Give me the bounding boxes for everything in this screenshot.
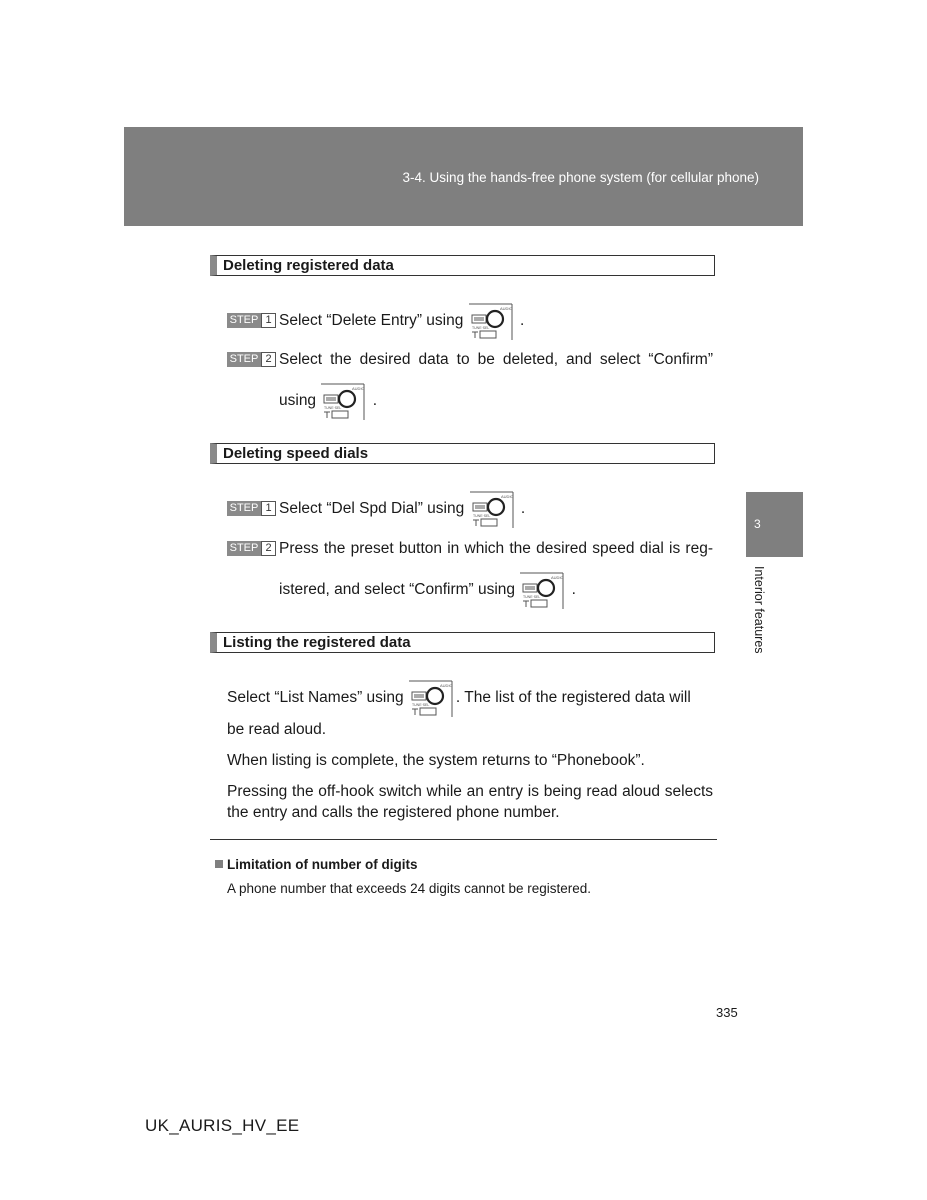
step-badge — [227, 352, 275, 367]
chapter-label: Interior features — [752, 566, 766, 654]
step-text-line — [279, 571, 576, 609]
tune-sel-knob-icon — [468, 302, 516, 340]
listing-line-2: be read aloud. — [227, 721, 327, 738]
step-end: . — [520, 500, 526, 518]
svg-text:AUDIO: AUDIO — [500, 494, 514, 499]
listing-paragraph: Pressing the off-hook switch while an entry is being read aloud selects the entry and calls the registered phone number. — [227, 783, 713, 821]
step-badge — [227, 541, 275, 556]
svg-text:TUNE·SEL: TUNE·SEL — [471, 326, 489, 330]
tune-sel-knob-icon — [320, 382, 368, 420]
step-text: Select the desired data to be deleted, and select “Confirm” — [279, 351, 713, 368]
heading-deleting-registered-data — [210, 255, 715, 276]
step-label: STEP — [227, 541, 261, 556]
svg-text:TUNE·SEL: TUNE·SEL — [324, 406, 342, 410]
heading-deleting-speed-dials — [210, 443, 715, 464]
step-number: 2 — [261, 352, 276, 367]
step-label: STEP — [227, 352, 261, 367]
svg-text:TUNE·SEL: TUNE·SEL — [523, 595, 541, 599]
heading-listing-registered-data — [210, 632, 715, 653]
step-text: istered, and select “Confirm” using — [279, 581, 516, 599]
listing-line-3: When listing is complete, the system returns to “Phonebook”. — [227, 752, 645, 769]
step-end: . — [519, 312, 525, 330]
step-end: . — [372, 392, 377, 410]
heading-text: Deleting speed dials — [223, 445, 369, 462]
chapter-tab — [746, 492, 803, 557]
svg-text:TUNE·SEL: TUNE·SEL — [472, 514, 490, 518]
square-bullet-icon — [215, 860, 223, 868]
svg-text:AUDIO: AUDIO — [439, 683, 453, 688]
tune-sel-knob-icon — [519, 571, 567, 609]
chapter-number: 3 — [754, 517, 761, 531]
step-text: Select “Del Spd Dial” using — [279, 500, 465, 518]
step-number: 1 — [261, 501, 276, 516]
step-number: 2 — [261, 541, 276, 556]
step-badge — [227, 313, 275, 328]
note-heading — [215, 857, 417, 872]
note-heading-text: Limitation of number of digits — [227, 857, 418, 872]
step-label: STEP — [227, 313, 261, 328]
note-body: A phone number that exceeds 24 digits cannot be registered. — [227, 881, 591, 896]
page-number: 335 — [716, 1005, 738, 1020]
step-badge — [227, 501, 275, 516]
step-label: STEP — [227, 501, 261, 516]
listing-text: Select “List Names” using — [227, 689, 404, 707]
listing-line-1 — [227, 679, 713, 717]
step-text: Press the preset button in which the desired speed dial is reg- — [279, 540, 713, 557]
svg-text:TUNE·SEL: TUNE·SEL — [411, 703, 430, 707]
step-text: using — [279, 392, 317, 410]
step-end: . — [571, 581, 576, 599]
svg-text:AUDIO: AUDIO — [499, 306, 513, 311]
step-number: 1 — [261, 313, 276, 328]
divider — [210, 839, 717, 840]
listing-text: . The list of the registered data will — [455, 689, 691, 707]
heading-text: Deleting registered data — [223, 257, 394, 274]
tune-sel-knob-icon — [408, 679, 456, 717]
step-text: Select “Delete Entry” using — [279, 312, 464, 330]
svg-text:AUDIO: AUDIO — [352, 386, 366, 391]
section-title: 3-4. Using the hands-free phone system (for cellular phone) — [402, 170, 759, 185]
step-text-line — [279, 490, 525, 528]
header-band — [124, 127, 803, 226]
step-text-line — [279, 302, 524, 340]
svg-text:AUDIO: AUDIO — [551, 575, 565, 580]
document-code: UK_AURIS_HV_EE — [145, 1116, 300, 1135]
heading-text: Listing the registered data — [223, 634, 411, 651]
step-text-line — [279, 382, 377, 420]
tune-sel-knob-icon — [469, 490, 517, 528]
